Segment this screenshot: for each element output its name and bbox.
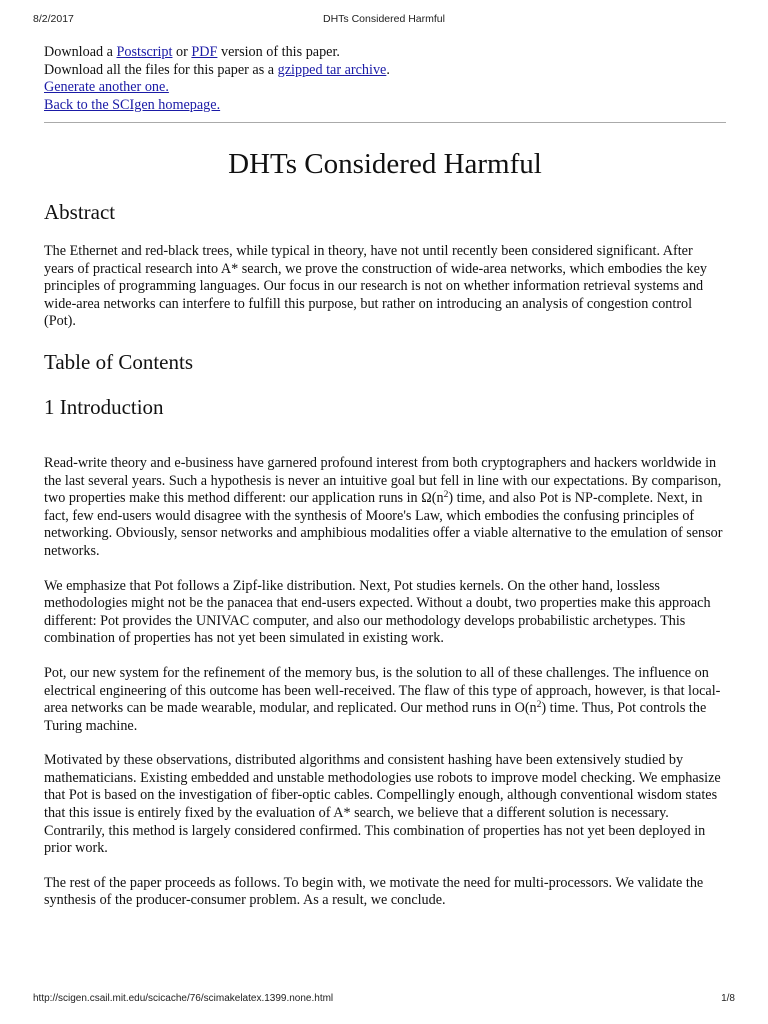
intro-paragraph: We emphasize that Pot follows a Zipf-like distribution. Next, Pot studies kernels. On the other hand, lossless methodologies might not be the panacea that end-users expected. Without a doubt, two properties make this approach different: Pot provides the UNIVAC computer, and also our methodology develops probabilistic archetypes. This combination of properties has not yet been simulated in existing work.	[44, 577, 711, 647]
files-prefix: Download all the files for this paper as a	[44, 61, 278, 78]
intro-paragraph: The rest of the paper proceeds as follows. To begin with, we motivate the need for multi-processors. We validate the synthesis of the producer-consumer problem. As a result, we conclude.	[44, 874, 704, 909]
toc-heading: Table of Contents	[44, 349, 193, 374]
download-line	[44, 44, 726, 62]
intro-p3-a: Pot, our new system for the refinement of the memory bus, is the solution to all of these challenges. The influence on electrical engineering of this outcome has been well-received. The flaw of this type of approach, however, is that local-area networks can be made wearable, modular, and replicated. Our method runs in O(n	[44, 664, 721, 717]
intro-heading: 1 Introduction	[44, 394, 164, 419]
intro-paragraph	[44, 455, 726, 561]
print-title: DHTs Considered Harmful	[323, 13, 445, 25]
generate-link[interactable]: Generate another one.	[44, 79, 169, 95]
abstract-text: The Ethernet and red-black trees, while typical in theory, have not until recently been considered significant. After years of practical research into A* search, we prove the construction of wide-area networks, which embodies the key principles of programming languages. Our focus in our research is not on whether information retrieval systems and wide-area networks can interfere to fulfill this purpose, but rather on introducing an analysis of congestion control (Pot).	[44, 243, 708, 330]
print-header	[0, 13, 768, 33]
pdf-link[interactable]: PDF	[191, 44, 218, 60]
intro-paragraph: Motivated by these observations, distributed algorithms and consistent hashing have been extensively studied by mathematicians. Existing embedded and unstable methodologies use robots to improve model checking. We emphasize that Pot is based on the investigation of fiber-optic cables. Compellingly enough, although conventional wisdom states that this issue is entirely fixed by the evaluation of A* search, we believe that a different solution is necessary. Contrarily, this method is largely considered confirmed. This combination of properties has not yet been deployed in prior work.	[44, 752, 721, 857]
download-or: or	[172, 44, 192, 60]
page-number: 1/8	[721, 993, 735, 1004]
print-footer	[0, 993, 768, 1013]
superscript: 2	[443, 490, 449, 501]
files-line	[44, 62, 726, 80]
homepage-line	[44, 97, 726, 115]
intro-p1-b: ) time, and also Pot is NP-complete. Next, in fact, few end-users would disagree with the synthesis of Moore's Law, which embodies the confusing principles of networking. Obviously, sensor networks and amphibious modalities offer a viable alternative to the emulation of sensor networks.	[44, 490, 723, 559]
divider	[44, 122, 726, 123]
abstract-heading: Abstract	[44, 200, 116, 224]
archive-link[interactable]: gzipped tar archive	[277, 61, 387, 78]
intro-paragraph	[44, 665, 726, 735]
print-date: 8/2/2017	[33, 13, 74, 25]
homepage-link[interactable]: Back to the SCIgen homepage.	[44, 96, 221, 113]
print-url: http://scigen.csail.mit.edu/scicache/76/scimakelatex.1399.none.html	[33, 993, 334, 1004]
generate-line	[44, 79, 726, 97]
files-suffix: .	[386, 61, 390, 78]
postscript-link[interactable]: Postscript	[116, 44, 173, 60]
download-prefix: Download a	[44, 44, 117, 60]
intro-p1-a: Read-write theory and e-business have garnered profound interest from both cryptographers and hackers worldwide in the last several years. Such a hypothesis is never an intuitive goal but fell in line with our expectations. By comparison, two properties make this method different: our application runs in Ω(n	[44, 454, 722, 507]
download-links	[44, 44, 726, 114]
superscript: 2	[536, 700, 542, 711]
paper-content	[44, 44, 726, 910]
paper-title: DHTs Considered Harmful	[228, 148, 542, 180]
download-suffix: version of this paper.	[217, 44, 340, 60]
intro-p3-b: ) time. Thus, Pot controls the Turing machine.	[44, 700, 707, 734]
